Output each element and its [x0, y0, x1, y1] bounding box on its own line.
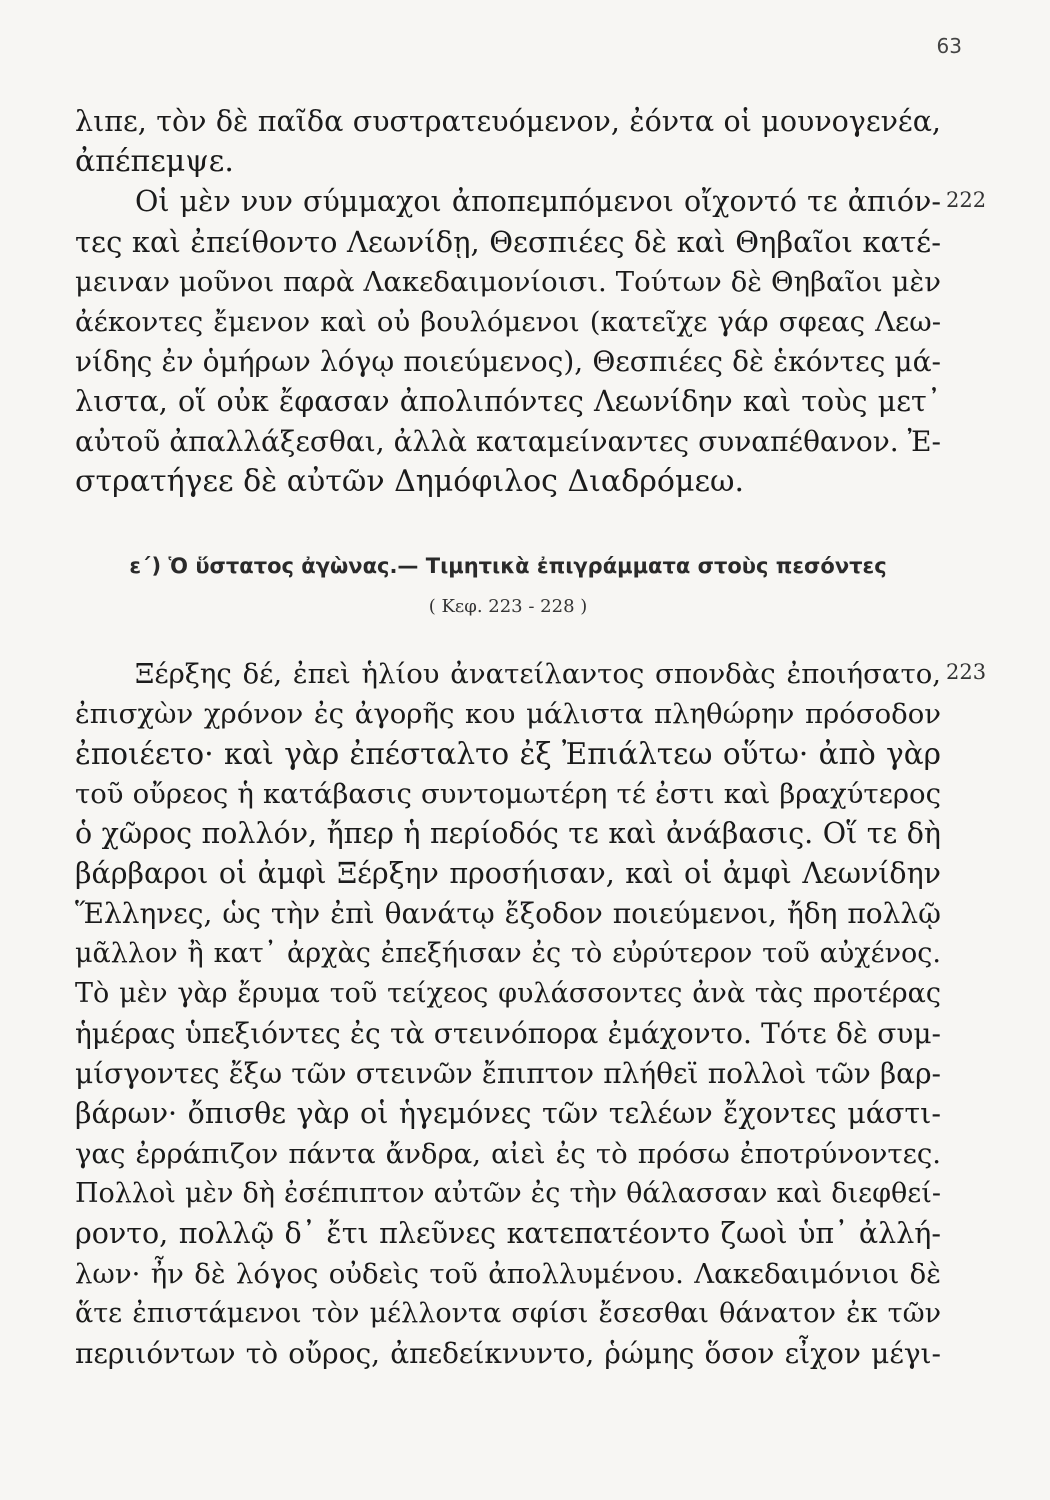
text-line: ἅτε ἐπιστάμενοι τὸν μέλλοντα σφίσι ἔσεσθαι θάνατον ἐκ τῶν: [75, 1298, 941, 1329]
text-line: Τὸ μὲν γὰρ ἔρυμα τοῦ τείχεος φυλάσσοντες ἀνὰ τὰς προτέρας: [75, 978, 941, 1009]
text-line: νίδης ἐν ὁμήρων λόγῳ ποιεύμενος), Θεσπιέες δὲ ἑκόντες μά-: [75, 345, 941, 378]
section-heading: ε´) Ὁ ὕστατος ἀγὼνας.— Τιμητικὰ ἐπιγράμματα στοὺς πεσόντες: [129, 554, 887, 578]
text-line: μίσγοντες ἔξω τῶν στεινῶν ἔπιπτον πλήθεϊ πολλοὶ τῶν βαρ-: [75, 1057, 941, 1090]
text-line: ἐποιέετο· καὶ γὰρ ἐπέσταλτο ἐξ Ἐπιάλτεω οὕτω· ἀπὸ γὰρ: [75, 737, 941, 771]
text-line: αὐτοῦ ἀπαλλάξεσθαι, ἀλλὰ καταμείναντες συναπέθανον. Ἐ-: [75, 425, 941, 458]
text-line: ροντο, πολλῷ δ᾽ ἔτι πλεῦνες κατεπατέοντο ζωοὶ ὑπ᾽ ἀλλή-: [75, 1217, 941, 1250]
text-line: λιπε, τὸν δὲ παῖδα συστρατευόμενον, ἐόντα οἱ μουνογενέα,: [75, 105, 941, 138]
text-line: λων· ἦν δὲ λόγος οὐδεὶς τοῦ ἀπολλυμένου. Λακεδαιμόνιοι δὲ: [75, 1258, 941, 1290]
text-line: λιστα, οἵ οὐκ ἔφασαν ἀπολιπόντες Λεωνίδην καὶ τοὺς μετ᾽: [75, 385, 941, 418]
text-line: Ξέρξης δέ, ἐπεὶ ἡλίου ἀνατείλαντος σπονδὰς ἐποιήσατο,: [135, 658, 941, 690]
text-line: Ἕλληνες, ὡς τὴν ἐπὶ θανάτῳ ἔξοδον ποιεύμενοι, ἤδη πολλῷ: [75, 897, 941, 930]
text-line: μειναν μοῦνοι παρὰ Λακεδαιμονίοισι. Τούτων δὲ Θηβαῖοι μὲν: [75, 266, 941, 298]
text-line: Πολλοὶ μὲν δὴ ἐσέπιπτον αὐτῶν ἐς τὴν θάλασσαν καὶ διεφθεί-: [75, 1178, 941, 1209]
text-line: Οἱ μὲν νυν σύμμαχοι ἀποπεμπόμενοι οἴχοντό τε ἀπιόν-: [135, 185, 941, 218]
margin-section-number: 223: [946, 660, 987, 684]
text-line: ἀπέπεμψε.: [75, 144, 234, 179]
page-number: 63: [936, 34, 962, 58]
text-line: ἡμέρας ὑπεξιόντες ἐς τὰ στεινόπορα ἐμάχοντο. Τότε δὲ συμ-: [75, 1017, 941, 1050]
text-line: τοῦ οὔρεος ἡ κατάβασις συντομωτέρη τέ ἐστι καὶ βραχύτερος: [75, 778, 941, 810]
text-line: στρατήγεε δὲ αὐτῶν Δημόφιλος Διαδρόμεω.: [75, 464, 744, 499]
text-line: τες καὶ ἐπείθοντο Λεωνίδῃ, Θεσπιέες δὲ καὶ Θηβαῖοι κατέ-: [75, 225, 941, 259]
text-line: γας ἐρράπιζον πάντα ἄνδρα, αἰεὶ ἐς τὸ πρόσω ἐποτρύνοντες.: [75, 1138, 941, 1170]
text-line: περιιόντων τὸ οὔρος, ἀπεδείκνυντο, ῥώμης ὅσον εἶχον μέγι-: [75, 1337, 941, 1370]
text-line: ἐπισχὼν χρόνον ἐς ἀγορῆς κου μάλιστα πληθώρην πρόσοδον: [75, 698, 941, 730]
margin-section-number: 222: [946, 188, 987, 212]
text-line: μᾶλλον ἢ κατ᾽ ἀρχὰς ἐπεξήισαν ἐς τὸ εὐρύτερον τοῦ αὐχένος.: [75, 938, 941, 969]
chapter-range: ( Κεφ. 223 - 228 ): [428, 596, 588, 617]
text-line: βάρβαροι οἱ ἀμφὶ Ξέρξην προσήισαν, καὶ οἱ ἀμφὶ Λεωνίδην: [75, 857, 941, 890]
text-line: ἀέκοντες ἔμενον καὶ οὐ βουλόμενοι (κατεῖχε γάρ σφεας Λεω-: [75, 306, 941, 338]
text-line: ὁ χῶρος πολλόν, ἤπερ ἡ περίοδός τε καὶ ἀνάβασις. Οἵ τε δὴ: [75, 817, 941, 850]
text-line: βάρων· ὄπισθε γὰρ οἱ ἡγεμόνες τῶν τελέων ἔχοντες μάστι-: [75, 1097, 941, 1130]
